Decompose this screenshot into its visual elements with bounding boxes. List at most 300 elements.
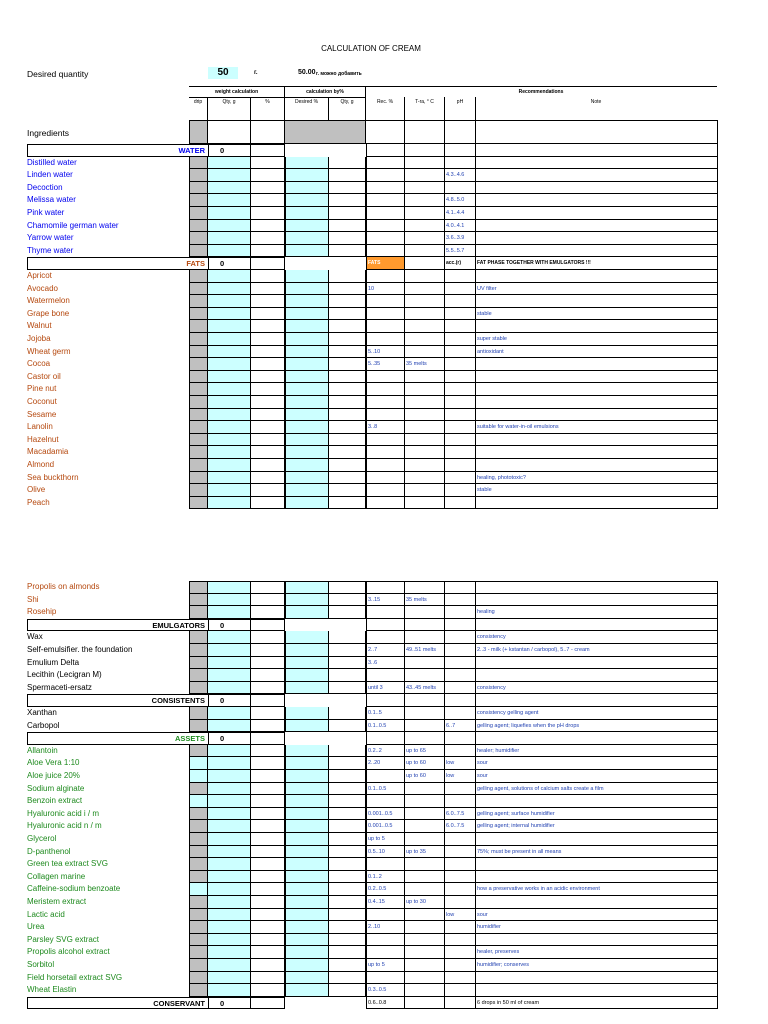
ingredient-des-cell[interactable] (285, 745, 329, 758)
ingredient-drip-cell[interactable] (189, 707, 208, 720)
ingredient-drip-cell[interactable] (189, 934, 208, 947)
ingredient-qty2-cell (329, 682, 366, 695)
ingredient-drip-cell[interactable] (189, 770, 208, 783)
ingredient-qty-cell[interactable] (208, 371, 251, 384)
ingredient-ph-cell (445, 497, 476, 510)
ingredient-qty2-cell (329, 783, 366, 796)
ingredient-des-cell[interactable] (285, 883, 329, 896)
ingredient-des-cell[interactable] (285, 346, 329, 359)
ingredient-name: Jojoba (27, 334, 51, 343)
ingredient-drip-cell[interactable] (189, 220, 208, 233)
ingredient-qty2-cell (329, 820, 366, 833)
ingredient-name: Thyme water (27, 245, 74, 255)
ingredient-drip-cell[interactable] (189, 434, 208, 447)
ingredient-qty-cell[interactable] (208, 220, 251, 233)
section-total: 0 (208, 257, 251, 270)
ingredient-qty-cell[interactable] (208, 783, 251, 796)
ingredient-des-cell[interactable] (285, 358, 329, 371)
ingredient-qty2-cell (329, 644, 366, 657)
col-note: Note (590, 99, 602, 105)
ingredient-pct-cell (251, 358, 285, 371)
ingredient-qty-cell[interactable] (208, 896, 251, 909)
ingredient-qty2-cell (329, 581, 366, 594)
ingredient-des-cell[interactable] (285, 232, 329, 245)
ingredient-qty-cell[interactable] (208, 909, 251, 922)
ingredient-name: Melissa water (27, 195, 76, 205)
ingredient-qty2-cell (329, 320, 366, 333)
ingredient-qty-cell[interactable] (208, 594, 251, 607)
ingredient-qty-cell[interactable] (208, 358, 251, 371)
section-note-cell (476, 619, 718, 632)
ingredient-des-cell[interactable] (285, 921, 329, 934)
ingredient-drip-cell[interactable] (189, 459, 208, 472)
ingredient-ph-cell (445, 409, 476, 422)
ingredient-temp-cell (405, 157, 445, 170)
ingredient-qty-cell[interactable] (208, 308, 251, 321)
ingredient-qty2-cell (329, 594, 366, 607)
ingredient-qty-cell[interactable] (208, 720, 251, 733)
ingredient-qty-cell[interactable] (208, 972, 251, 985)
ingredient-des-cell[interactable] (285, 644, 329, 657)
ingredient-drip-cell[interactable] (189, 858, 208, 871)
ingredient-des-cell[interactable] (285, 946, 329, 959)
ingredient-qty-cell[interactable] (208, 182, 251, 195)
ingredient-drip-cell[interactable] (189, 472, 208, 485)
ingredient-pct-cell (251, 421, 285, 434)
section-row (0, 619, 768, 632)
ingredient-qty-cell[interactable] (208, 283, 251, 296)
table-row (0, 858, 768, 871)
ingredient-drip-cell[interactable] (189, 820, 208, 833)
table-row (0, 207, 768, 220)
ingredient-qty-cell[interactable] (208, 921, 251, 934)
ingredient-qty-cell[interactable] (208, 631, 251, 644)
table-row (0, 934, 768, 947)
ingredient-note-cell (476, 795, 718, 808)
ingredient-des-cell[interactable] (285, 795, 329, 808)
ingredient-pct-cell (251, 245, 285, 258)
ingredient-qty-cell[interactable] (208, 959, 251, 972)
ingredient-qty-cell[interactable] (208, 682, 251, 695)
ingredient-temp-cell (405, 934, 445, 947)
ingredient-drip-cell[interactable] (189, 984, 208, 997)
ingredient-ph-cell (445, 745, 476, 758)
ingredient-note-cell: consistency (476, 631, 718, 644)
ingredient-qty2-cell (329, 896, 366, 909)
ingredient-drip-cell[interactable] (189, 896, 208, 909)
ingredient-drip-cell[interactable] (189, 346, 208, 359)
ingredient-drip-cell[interactable] (189, 946, 208, 959)
ingredient-qty-cell[interactable] (208, 833, 251, 846)
table-row (0, 182, 768, 195)
ingredient-des-cell[interactable] (285, 472, 329, 485)
ingredient-qty-cell[interactable] (208, 232, 251, 245)
section-ph-cell (445, 694, 476, 707)
ingredient-qty-cell[interactable] (208, 409, 251, 422)
ingredient-qty-cell[interactable] (208, 295, 251, 308)
ingredient-rec-cell (366, 182, 405, 195)
ingredient-drip-cell[interactable] (189, 295, 208, 308)
ingredient-qty-cell[interactable] (208, 320, 251, 333)
ingredient-qty-cell[interactable] (208, 984, 251, 997)
ingredient-qty-cell[interactable] (208, 707, 251, 720)
ingredient-drip-cell[interactable] (189, 270, 208, 283)
ingredient-qty2-cell (329, 972, 366, 985)
ingredient-name: Hyaluronic acid n / m (27, 821, 102, 831)
ingredient-name: Wheat Elastin (27, 985, 77, 995)
ingredient-drip-cell[interactable] (189, 808, 208, 821)
ingredient-qty-cell[interactable] (208, 770, 251, 783)
ingredient-des-cell[interactable] (285, 295, 329, 308)
ingredient-drip-cell[interactable] (189, 972, 208, 985)
ingredient-drip-cell[interactable] (189, 921, 208, 934)
ingredient-note-cell (476, 270, 718, 283)
ingredient-pct-cell (251, 182, 285, 195)
table-row (0, 320, 768, 333)
section-header-conservant: CONSERVANT (27, 997, 209, 1010)
ingredient-pct-cell (251, 846, 285, 859)
ingredient-drip-cell[interactable] (189, 631, 208, 644)
ingredient-drip-cell[interactable] (189, 581, 208, 594)
ingredient-drip-cell[interactable] (189, 783, 208, 796)
ingredient-des-cell[interactable] (285, 820, 329, 833)
ingredient-des-cell[interactable] (285, 934, 329, 947)
ingredient-qty2-cell (329, 383, 366, 396)
ingredient-des-cell[interactable] (285, 396, 329, 409)
ingredient-des-cell[interactable] (285, 720, 329, 733)
ingredient-note-cell: suitable for water-in-oil emulsions (476, 421, 718, 434)
ingredient-des-cell[interactable] (285, 157, 329, 170)
ingredient-name: Lactic acid (27, 909, 65, 919)
ingredient-ph-cell (445, 669, 476, 682)
ingredient-drip-cell[interactable] (189, 484, 208, 497)
table-row (0, 896, 768, 909)
ingredient-rec-cell (366, 194, 405, 207)
ingredient-des-cell[interactable] (285, 757, 329, 770)
ingredient-drip-cell[interactable] (189, 383, 208, 396)
ingredient-name: Almond (27, 460, 55, 469)
ingredient-qty-cell[interactable] (208, 207, 251, 220)
ingredient-note-cell (476, 657, 718, 670)
ingredient-drip-cell[interactable] (189, 157, 208, 170)
ingredient-qty2-cell (329, 283, 366, 296)
ingredient-ph-cell (445, 896, 476, 909)
ingredient-name: Hazelnut (27, 434, 59, 444)
ingredient-temp-cell: up to 60 (405, 770, 445, 783)
section-rec-cell: FATS (366, 257, 405, 270)
ingredient-drip-cell[interactable] (189, 169, 208, 182)
ingredient-des-cell[interactable] (285, 707, 329, 720)
ingredient-ph-cell (445, 459, 476, 472)
ingredient-drip-cell[interactable] (189, 909, 208, 922)
ingredient-des-cell[interactable] (285, 194, 329, 207)
section-blank (285, 997, 366, 1010)
ingredient-temp-cell (405, 808, 445, 821)
table-row (0, 921, 768, 934)
ingredient-des-cell[interactable] (285, 283, 329, 296)
ingredient-qty2-cell (329, 808, 366, 821)
ingredient-rec-cell: 5..35 (366, 358, 405, 371)
ingredient-drip-cell[interactable] (189, 207, 208, 220)
ingredient-drip-cell[interactable] (189, 308, 208, 321)
ingredient-des-cell[interactable] (285, 459, 329, 472)
ingredient-des-cell[interactable] (285, 383, 329, 396)
ingredient-drip-cell[interactable] (189, 320, 208, 333)
ingredient-rec-cell: 0.1..2 (366, 871, 405, 884)
ingredient-ph-cell (445, 606, 476, 619)
ingredient-qty-cell[interactable] (208, 446, 251, 459)
ingredient-des-cell[interactable] (285, 909, 329, 922)
ingredient-des-cell[interactable] (285, 858, 329, 871)
table-row (0, 472, 768, 485)
ingredient-note-cell (476, 396, 718, 409)
ingredient-qty-cell[interactable] (208, 194, 251, 207)
ingredient-drip-cell[interactable] (189, 682, 208, 695)
ingredient-temp-cell (405, 346, 445, 359)
ingredient-temp-cell (405, 606, 445, 619)
ingredient-rec-cell: 0.001..0.5 (366, 820, 405, 833)
ingredient-ph-cell: 4.0..4.1 (445, 220, 476, 233)
section-pct-cell (251, 144, 285, 157)
ingredient-des-cell[interactable] (285, 169, 329, 182)
ingredient-pct-cell (251, 581, 285, 594)
ingredient-qty-cell[interactable] (208, 745, 251, 758)
table-row (0, 157, 768, 170)
ingredient-qty2-cell (329, 270, 366, 283)
section-ph-cell (445, 732, 476, 745)
ingredient-ph-cell (445, 383, 476, 396)
ingredient-qty-cell[interactable] (208, 946, 251, 959)
ingredient-des-cell[interactable] (285, 808, 329, 821)
section-blank (285, 619, 366, 632)
ingredient-qty-cell[interactable] (208, 396, 251, 409)
ingredient-temp-cell (405, 795, 445, 808)
ingredient-qty-cell[interactable] (208, 497, 251, 510)
ingredient-qty2-cell (329, 421, 366, 434)
ingredient-qty-cell[interactable] (208, 858, 251, 871)
ingredient-des-cell[interactable] (285, 409, 329, 422)
ingredient-qty-cell[interactable] (208, 333, 251, 346)
ingredient-drip-cell[interactable] (189, 846, 208, 859)
ingredient-qty-cell[interactable] (208, 795, 251, 808)
ingredient-des-cell[interactable] (285, 770, 329, 783)
ingredient-ph-cell (445, 283, 476, 296)
ingredient-pct-cell (251, 346, 285, 359)
ingredient-drip-cell[interactable] (189, 358, 208, 371)
ingredient-qty-cell[interactable] (208, 934, 251, 947)
ingredient-rec-cell (366, 295, 405, 308)
ingredient-ph-cell: 4.1..4.4 (445, 207, 476, 220)
ingredient-des-cell[interactable] (285, 871, 329, 884)
ingredient-drip-cell[interactable] (189, 745, 208, 758)
ingredient-qty-cell[interactable] (208, 581, 251, 594)
ingredient-ph-cell: 4.3..4.6 (445, 169, 476, 182)
ingredient-des-cell[interactable] (285, 308, 329, 321)
ingredient-name: Propolis alcohol extract (27, 947, 110, 957)
ingredient-drip-cell[interactable] (189, 245, 208, 258)
ingredient-temp-cell (405, 459, 445, 472)
ingredient-qty-cell[interactable] (208, 820, 251, 833)
ingredient-des-cell[interactable] (285, 631, 329, 644)
ingredient-qty-cell[interactable] (208, 157, 251, 170)
ingredient-des-cell[interactable] (285, 669, 329, 682)
ingredient-des-cell[interactable] (285, 434, 329, 447)
ingredient-des-cell[interactable] (285, 446, 329, 459)
ingredient-ph-cell (445, 644, 476, 657)
ingredient-ph-cell (445, 934, 476, 947)
ingredient-qty-cell[interactable] (208, 245, 251, 258)
ingredient-des-cell[interactable] (285, 182, 329, 195)
ingredient-drip-cell[interactable] (189, 833, 208, 846)
ingredient-drip-cell[interactable] (189, 283, 208, 296)
ingredient-des-cell[interactable] (285, 783, 329, 796)
ingredient-drip-cell[interactable] (189, 594, 208, 607)
ingredient-qty2-cell (329, 333, 366, 346)
table-row (0, 846, 768, 859)
ingredient-rec-cell (366, 396, 405, 409)
ingredient-qty-cell[interactable] (208, 669, 251, 682)
ingredient-drip-cell[interactable] (189, 182, 208, 195)
ingredient-pct-cell (251, 484, 285, 497)
ingredient-des-cell[interactable] (285, 896, 329, 909)
ingredient-des-cell[interactable] (285, 657, 329, 670)
ingredient-drip-cell[interactable] (189, 333, 208, 346)
ingredient-des-cell[interactable] (285, 846, 329, 859)
ingredient-pct-cell (251, 232, 285, 245)
ingredient-pct-cell (251, 169, 285, 182)
ingredient-ph-cell (445, 707, 476, 720)
ingredient-des-cell[interactable] (285, 220, 329, 233)
ingredient-ph-cell (445, 446, 476, 459)
ingredient-rec-cell: 0.3..0.5 (366, 984, 405, 997)
ingredient-note-cell: 75%; must be present in all means (476, 846, 718, 859)
ingredient-qty-cell[interactable] (208, 871, 251, 884)
ingredient-drip-cell[interactable] (189, 396, 208, 409)
ingredient-qty-cell[interactable] (208, 169, 251, 182)
ingredient-note-cell (476, 984, 718, 997)
ingredient-qty-cell[interactable] (208, 270, 251, 283)
ingredient-qty2-cell (329, 232, 366, 245)
section-ph-cell (445, 997, 476, 1010)
ingredient-ph-cell: low (445, 770, 476, 783)
ingredient-drip-cell[interactable] (189, 669, 208, 682)
ingredient-des-cell[interactable] (285, 972, 329, 985)
ingredient-name: Yarrow water (27, 233, 74, 243)
ingredient-rec-cell (366, 232, 405, 245)
ingredient-des-cell[interactable] (285, 594, 329, 607)
table-row (0, 409, 768, 422)
ingredient-note-cell (476, 182, 718, 195)
ingredient-des-cell[interactable] (285, 371, 329, 384)
ingredient-qty-cell[interactable] (208, 434, 251, 447)
ingredient-qty-cell[interactable] (208, 644, 251, 657)
ingredient-des-cell[interactable] (285, 320, 329, 333)
table-row (0, 745, 768, 758)
ingredient-qty-cell[interactable] (208, 383, 251, 396)
ingredient-qty-cell[interactable] (208, 808, 251, 821)
ingredient-des-cell[interactable] (285, 984, 329, 997)
ingredient-drip-cell[interactable] (189, 606, 208, 619)
section-ph-cell (445, 144, 476, 157)
ingredient-qty2-cell (329, 346, 366, 359)
ingredient-rec-cell: 0.2..0.5 (366, 883, 405, 896)
ingredient-des-cell[interactable] (285, 333, 329, 346)
ingredient-des-cell[interactable] (285, 959, 329, 972)
ingredient-qty-cell[interactable] (208, 459, 251, 472)
section-total: 0 (208, 619, 251, 632)
ingredient-pct-cell (251, 459, 285, 472)
ingredient-drip-cell[interactable] (189, 497, 208, 510)
ingredient-qty-cell[interactable] (208, 757, 251, 770)
ingredient-qty2-cell (329, 770, 366, 783)
ingredient-drip-cell[interactable] (189, 959, 208, 972)
ingredient-drip-cell[interactable] (189, 883, 208, 896)
ingredient-temp-cell (405, 308, 445, 321)
ingredient-drip-cell[interactable] (189, 871, 208, 884)
ingredient-qty-cell[interactable] (208, 657, 251, 670)
ingredient-qty-cell[interactable] (208, 421, 251, 434)
ingredient-name: Walnut (27, 321, 52, 331)
ingredient-note-cell (476, 459, 718, 472)
ingredient-des-cell[interactable] (285, 833, 329, 846)
ingredient-qty-cell[interactable] (208, 846, 251, 859)
ingredient-note-cell (476, 833, 718, 846)
ingredient-drip-cell[interactable] (189, 409, 208, 422)
ingredient-rec-cell (366, 669, 405, 682)
ingredient-des-cell[interactable] (285, 682, 329, 695)
ingredient-pct-cell (251, 921, 285, 934)
table-row (0, 283, 768, 296)
ingredient-note-cell (476, 896, 718, 909)
ingredient-des-cell[interactable] (285, 245, 329, 258)
ingredient-drip-cell[interactable] (189, 720, 208, 733)
col-qty: Qty, g (208, 97, 251, 121)
ingredients-label: Ingredients (27, 128, 70, 138)
ingredient-des-cell[interactable] (285, 207, 329, 220)
ingredient-name: Peach (27, 497, 50, 507)
calc-pct-header: calculation by% (285, 87, 366, 98)
ingredient-drip-cell[interactable] (189, 421, 208, 434)
ingredient-drip-cell[interactable] (189, 232, 208, 245)
ingredient-des-cell[interactable] (285, 270, 329, 283)
ingredient-qty-cell[interactable] (208, 472, 251, 485)
ingredient-drip-cell[interactable] (189, 657, 208, 670)
ingredient-des-cell[interactable] (285, 421, 329, 434)
ingredient-qty-cell[interactable] (208, 346, 251, 359)
ingredient-des-cell[interactable] (285, 606, 329, 619)
ingredient-pct-cell (251, 320, 285, 333)
ingredient-ph-cell (445, 871, 476, 884)
ingredient-qty-cell[interactable] (208, 606, 251, 619)
ingredient-drip-cell[interactable] (189, 757, 208, 770)
ingredient-des-cell[interactable] (285, 497, 329, 510)
ingredient-drip-cell[interactable] (189, 371, 208, 384)
ingredient-rec-cell: 0.001..0.5 (366, 808, 405, 821)
ingredient-drip-cell[interactable] (189, 644, 208, 657)
ingredient-name: Emulium Delta (27, 657, 80, 667)
ingredient-qty-cell[interactable] (208, 883, 251, 896)
ingredient-pct-cell (251, 497, 285, 510)
ingredient-drip-cell[interactable] (189, 446, 208, 459)
ingredient-note-cell: gelling agent; liquefies when the pH drops (476, 720, 718, 733)
ingredient-drip-cell[interactable] (189, 795, 208, 808)
ingredient-des-cell[interactable] (285, 581, 329, 594)
ingredient-des-cell[interactable] (285, 484, 329, 497)
ingredient-drip-cell[interactable] (189, 194, 208, 207)
ingredient-qty-cell[interactable] (208, 484, 251, 497)
desired-quantity-input[interactable]: 50 (208, 67, 238, 79)
ingredient-rec-cell (366, 858, 405, 871)
